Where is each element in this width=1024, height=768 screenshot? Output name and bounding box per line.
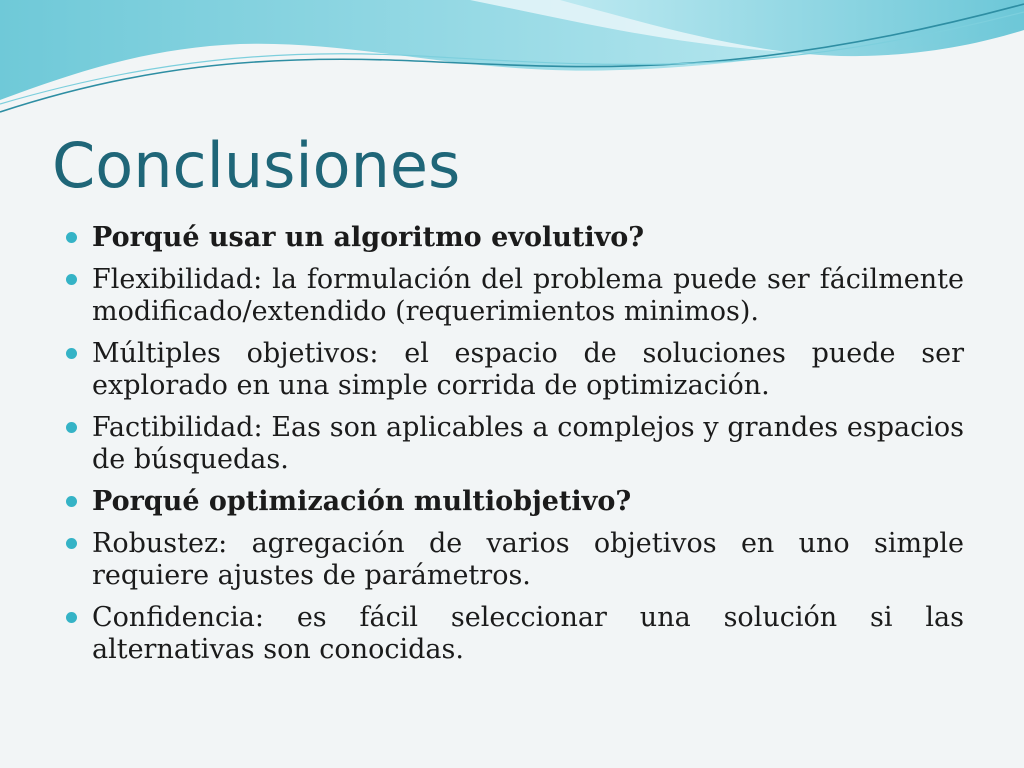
bullet-text: Flexibilidad: la formulación del problema puede ser fácilmente modificado/extendido (requerimientos minimos). xyxy=(92,264,964,327)
bullet-text: Confidencia: es fácil seleccionar una solución si las alternativas son conocidas. xyxy=(92,602,964,665)
bullet-text: Múltiples objetivos: el espacio de soluciones puede ser explorado en una simple corrida de optimización. xyxy=(92,338,964,401)
bullet-icon xyxy=(66,422,77,433)
list-item xyxy=(92,338,964,402)
bullet-icon xyxy=(66,538,77,549)
bullet-icon xyxy=(66,232,77,243)
bullet-text: Robustez: agregación de varios objetivos en uno simple requiere ajustes de parámetros. xyxy=(92,528,964,591)
bullet-icon xyxy=(66,612,77,623)
bullet-text: Porqué optimización multiobjetivo? xyxy=(92,486,632,517)
header-wave-decoration xyxy=(0,0,1024,140)
list-item xyxy=(92,264,964,328)
list-item xyxy=(92,602,964,666)
bullet-icon xyxy=(66,274,77,285)
bullet-icon xyxy=(66,348,77,359)
list-item xyxy=(92,528,964,592)
bullet-icon xyxy=(66,496,77,507)
bullet-text: Factibilidad: Eas son aplicables a complejos y grandes espacios de búsquedas. xyxy=(92,412,964,475)
bullet-list xyxy=(92,222,964,676)
list-item xyxy=(92,222,964,254)
bullet-text: Porqué usar un algoritmo evolutivo? xyxy=(92,222,645,253)
list-item xyxy=(92,486,964,518)
list-item xyxy=(92,412,964,476)
slide-title: Conclusiones xyxy=(52,129,461,202)
